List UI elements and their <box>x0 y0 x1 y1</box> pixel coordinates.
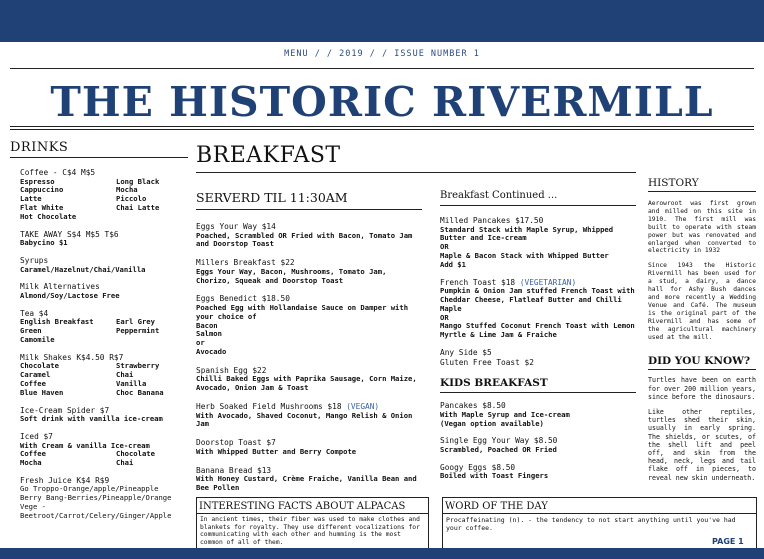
item-name: Banana Bread $13 <box>196 465 272 475</box>
drinks-column <box>10 140 188 521</box>
menu-item: Long Black <box>116 176 160 186</box>
menu-item: Flat White <box>20 202 64 212</box>
takeaway-heading: TAKE AWAY S$4 M$5 T$6 <box>20 229 119 239</box>
menu-item <box>196 222 422 249</box>
menu-item <box>196 466 422 493</box>
syrups-heading: Syrups <box>20 255 49 265</box>
item-desc: Boiled with Toast Fingers <box>440 471 549 481</box>
menu-item: With Cream & vanilla Ice-cream <box>20 440 150 450</box>
alpacas-title: INTERESTING FACTS ABOUT ALPACAS <box>199 501 406 512</box>
item-desc: Standard Stack with Maple Syrup, Whipped Butter and Ice-cream <box>440 224 614 243</box>
menu-item: Blue Haven <box>20 387 64 397</box>
divider <box>196 209 422 210</box>
item-desc: Scrambled, Poached OR Fried <box>440 444 557 454</box>
history-title: HISTORY <box>648 177 699 189</box>
menu-item: Chai <box>116 458 134 468</box>
menu-item: Chocolate <box>20 361 59 371</box>
item-option: Bacon <box>196 320 218 330</box>
menu-item: Piccolo <box>116 194 147 204</box>
item-desc: Mango Stuffed Coconut French Toast with Lemon Myrtle & Lime Jam & Fraiche <box>440 321 635 340</box>
divider <box>440 392 636 393</box>
menu-item <box>196 438 422 456</box>
menu-item: Hot Chocolate <box>20 211 77 221</box>
menu-item: Camomile <box>20 334 55 344</box>
menu-item: Earl Grey <box>116 317 155 327</box>
word-title: WORD OF THE DAY <box>445 501 548 512</box>
menu-item <box>196 402 422 429</box>
drinks-title: DRINKS <box>10 140 69 155</box>
item-name: Pancakes $8.50 <box>440 401 506 411</box>
menu-item: Vege - <box>20 502 46 512</box>
item-desc: Maple & Bacon Stack with Whipped Butter <box>440 250 609 260</box>
item-name: Milled Pancakes $17.50 <box>440 216 544 225</box>
menu-item <box>440 401 636 428</box>
shakes-list <box>20 362 188 397</box>
menu-item: Peppermint <box>116 326 160 336</box>
item-desc: Eggs Your Way, Bacon, Mushrooms, Tomato Jam, Chorizo, Squeak and Doorstop Toast <box>196 266 387 285</box>
item-option: or <box>196 338 205 348</box>
menu-item <box>196 294 422 356</box>
menu-item: Mocha <box>20 458 42 468</box>
divider <box>10 157 188 158</box>
history-paragraph: Since 1943 the Historic Rivermill has been used for a stud, a dairy, a dance hall for Ashy Bush dances and more recently a Wedding Venue and Café. The museum is the original part of the Rivermill and has some of the agricultural machinery used at the mill. <box>648 262 756 341</box>
item-desc: Poached, Scrambled OR Fried with Bacon, Tomato Jam and Doorstop Toast <box>196 230 413 249</box>
item-name: Eggs Benedict $18.50 <box>196 294 290 304</box>
item-name: Gluten Free Toast $2 <box>440 357 534 367</box>
menu-item: Mocha <box>116 185 138 195</box>
know-paragraph: Turtles have been on earth for over 200 million years, since before the dinosaurs. <box>648 376 756 401</box>
served-time: SERVERD TIL 11:30AM <box>196 190 348 205</box>
milk-list: Almond/Soy/Lactose Free <box>20 290 120 300</box>
spider-heading: Ice-Cream Spider $7 <box>20 405 110 415</box>
coffee-list <box>20 178 188 213</box>
divider <box>648 369 756 370</box>
item-name: Spanish Egg $22 <box>196 365 267 375</box>
menu-item: Chocolate <box>116 449 155 459</box>
menu-item: Coffee <box>20 378 46 388</box>
divider <box>10 129 754 130</box>
history-column <box>648 177 756 482</box>
menu-item <box>440 436 636 454</box>
menu-item: English Breakfast <box>20 317 94 327</box>
menu-item <box>440 463 636 481</box>
vegetarian-tag: (VEGETARIAN) <box>519 277 577 287</box>
item-desc: Add $1 <box>440 259 466 269</box>
item-name: Eggs Your Way $14 <box>196 222 276 231</box>
menu-item: Strawberry <box>116 361 160 371</box>
menu-item: Green <box>20 326 42 336</box>
menu-item: Caramel <box>20 370 51 380</box>
menu-item: Soft drink with vanilla ice-cream <box>20 414 163 424</box>
page-number: PAGE 1 <box>712 537 744 546</box>
divider <box>10 126 754 127</box>
iced-heading: Iced $7 <box>20 431 53 441</box>
item-name: Millers Breakfast $22 <box>196 258 295 268</box>
masthead-title: THE HISTORIC RIVERMILL <box>50 78 714 126</box>
item-name: Doorstop Toast $7 <box>196 438 276 448</box>
menu-item: Beetroot/Carrot/Celery/Ginger/Apple <box>20 510 172 520</box>
item-desc: Chilli Baked Eggs with Paprika Sausage, Corn Maize, Avocado, Onion Jam & Toast <box>196 374 417 393</box>
item-name: Googy Eggs $8.50 <box>440 462 516 472</box>
continued-title: Breakfast Continued ... <box>440 190 558 201</box>
menu-item <box>440 278 636 340</box>
item-desc: Pumpkin & Onion Jam stuffed French Toast with Cheddar Cheese, Flatleaf Butter and Chilli Maple <box>440 286 635 313</box>
divider <box>440 205 636 206</box>
juice-heading: Fresh Juice K$4 R$9 <box>20 475 110 485</box>
word-text: Procaffeinating (n). - the tendency to not start anything until you've had your coffee. <box>446 516 736 532</box>
coffee-heading: Coffee - C$4 M$5 <box>20 168 96 177</box>
item-option: Salmon <box>196 329 222 339</box>
word-of-day-box <box>442 497 757 549</box>
milk-heading: Milk Alternatives <box>20 282 100 292</box>
shakes-heading: Milk Shakes K$4.50 R$7 <box>20 352 124 362</box>
menu-item: Chai <box>116 370 134 380</box>
divider <box>648 191 756 192</box>
menu-item <box>440 216 636 270</box>
menu-item <box>440 348 636 367</box>
menu-item <box>196 366 422 393</box>
tea-list <box>20 318 188 344</box>
menu-item: Berry Bang-Berries/Pineapple/Orange <box>20 493 172 503</box>
issue-line: MENU / / 2019 / / ISSUE NUMBER 1 <box>284 49 480 59</box>
top-banner <box>0 0 764 42</box>
breakfast-column <box>196 190 422 493</box>
item-desc: OR <box>440 312 449 322</box>
item-name: French Toast $18 <box>440 277 516 287</box>
item-name: Herb Soaked Field Mushrooms $18 <box>196 401 342 411</box>
item-desc: Poached Egg with Hollandaise Sauce on Damper with your choice of <box>196 302 409 321</box>
item-desc: OR <box>440 242 449 252</box>
menu-item: Espresso <box>20 176 55 186</box>
bottom-banner <box>0 548 764 559</box>
menu-item: Babycino $1 <box>20 238 68 248</box>
item-desc: (Vegan option available) <box>440 418 544 428</box>
know-paragraph: Like other reptiles, turtles shed their skin, usually in early spring. The shields, or scutes, of the shell lift and peel off, and skin from the head, neck, legs and tail flake off in pieces, to reveal new skin underneath. <box>648 408 756 482</box>
alpacas-text: In ancient times, their fiber was used to make clothes and blankets for royalty. They use different vocalizations for communicating with each other and humming is the most common of all of them. <box>200 516 420 546</box>
menu-item: Choc Banana <box>116 387 164 397</box>
history-paragraph: Aerowroot was first grown and milled on this site in 1910. The first mill was built to operate with steam power but was renovated and enlarged when converted to electricity in 1932 <box>648 200 756 255</box>
breakfast-title: BREAKFAST <box>196 143 341 168</box>
menu-item: Chai Latte <box>116 202 160 212</box>
item-name: Single Egg Your Way $8.50 <box>440 436 558 446</box>
alpacas-box <box>196 497 429 549</box>
item-option: Avocado <box>196 346 227 356</box>
menu-item: Cappuccino <box>20 185 64 195</box>
breakfast-continued-column <box>440 190 636 481</box>
item-desc: With Honey Custard, Crème Fraiche, Vanilla Bean and Bee Pollen <box>196 474 417 492</box>
syrups-list: Caramel/Hazelnut/Chai/Vanilla <box>20 264 146 274</box>
item-name: Any Side $5 <box>440 347 492 357</box>
menu-item: Vanilla <box>116 378 147 388</box>
vegan-tag: (VEGAN) <box>346 401 380 411</box>
know-title: DID YOU KNOW? <box>648 355 751 368</box>
menu-item: Coffee <box>20 449 46 459</box>
divider <box>196 172 636 173</box>
menu-item <box>196 258 422 285</box>
item-desc: With Avocado, Shaved Coconut, Mango Relish & Onion Jam <box>196 410 413 429</box>
divider <box>10 68 754 69</box>
menu-item: Go Troppo-Orange/apple/Pineapple <box>20 484 159 494</box>
menu-item: Latte <box>20 194 42 204</box>
item-desc: With Whipped Butter and Berry Compote <box>196 446 357 456</box>
iced-list <box>20 450 188 468</box>
tea-heading: Tea $4 <box>20 308 49 318</box>
item-desc: With Maple Syrup and Ice-cream <box>440 409 570 419</box>
kids-title: KIDS BREAKFAST <box>440 377 548 390</box>
